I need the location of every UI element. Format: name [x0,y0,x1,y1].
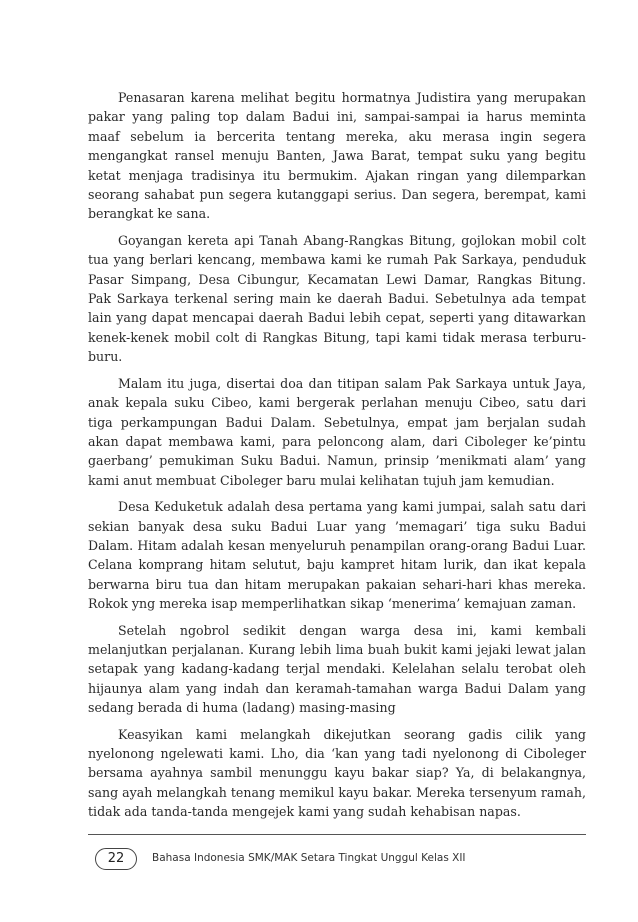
paragraph: Penasaran karena melihat begitu hormatnya Judistira yang merupakan pakar yang paling top dalam Badui ini, sampai-sampai ia harus meminta maaf sebelum ia bercerita tentang mereka, aku merasa ingin segera mengangkat ransel menuju Banten, Jawa Barat, tempat suku yang begitu ketat menjaga tradisinya itu bermukim. Ajakan ringan yang dilemparkan seorang sahabat pun segera kutanggapi serius. Dan segera, berempat, kami berangkat ke sana. [88,90,586,222]
page-number: 22 [95,848,137,870]
paragraph: Keasyikan kami melangkah dikejutkan seorang gadis cilik yang nyelonong ngelewati kami. Lho, dia ‘kan yang tadi nyelonong di Ciboleger bersama ayahnya sambil menunggu kayu bakar siap? Ya, di belakangnya, sang ayah melangkah tenang memikul kayu bakar. Mereka tersenyum ramah, tidak ada tanda-tanda mengejek kami yang sudah kehabisan napas. [88,726,586,820]
paragraph: Goyangan kereta api Tanah Abang-Rangkas Bitung, gojlokan mobil colt tua yang berlari kencang, membawa kami ke rumah Pak Sarkaya, penduduk Pasar Simpang, Desa Cibungur, Kecamatan Lewi Damar, Rangkas Bitung. Pak Sarkaya terkenal sering main ke daerah Badui. Sebetulnya ada tempat lain yang dapat mencapai daerah Badui lebih cepat, seperti yang ditawarkan kenek-kenek mobil colt di Rangkas Bitung, tapi kami tidak merasa terburu-buru. [88,232,586,365]
article-body [88,88,586,829]
footer-divider [88,834,586,835]
footer-book-title: Bahasa Indonesia SMK/MAK Setara Tingkat Unggul Kelas XII [152,852,466,864]
paragraph: Malam itu juga, disertai doa dan titipan salam Pak Sarkaya untuk Jaya, anak kepala suku Cibeo, kami bergerak perlahan menuju Cibeo, satu dari tiga perkampungan Badui Dalam. Sebetulnya, empat jam berjalan sudah akan dapat membawa kami, para peloncong alam, dari Ciboleger ke’pintu gaerbang’ pemukiman Suku Badui. Namun, prinsip ’menikmati alam’ yang kami anut membuat Ciboleger baru mulai kelihatan tujuh jam kemudian. [88,375,586,488]
paragraph: Desa Keduketuk adalah desa pertama yang kami jumpai, salah satu dari sekian banyak desa suku Badui Luar yang ’memagari’ tiga suku Badui Dalam. Hitam adalah kesan menyeluruh penampilan orang-orang Badui Luar. Celana komprang hitam selutut, baju kampret hitam lurik, dan ikat kepala berwarna biru tua dan hitam merupakan pakaian sehari-hari khas mereka. Rokok yng mereka isap memperlihatkan sikap ‘menerima’ kemajuan zaman. [88,499,586,612]
paragraph: Setelah ngobrol sedikit dengan warga desa ini, kami kembali melanjutkan perjalanan. Kurang lebih lima buah bukit kami jejaki lewat jalan setapak yang kadang-kadang terjal mendaki. Kelelahan selalu terobat oleh hijaunya alam yang indah dan keramah-tamahan warga Badui Dalam yang sedang berada di huma (ladang) masing-masing [88,622,586,716]
